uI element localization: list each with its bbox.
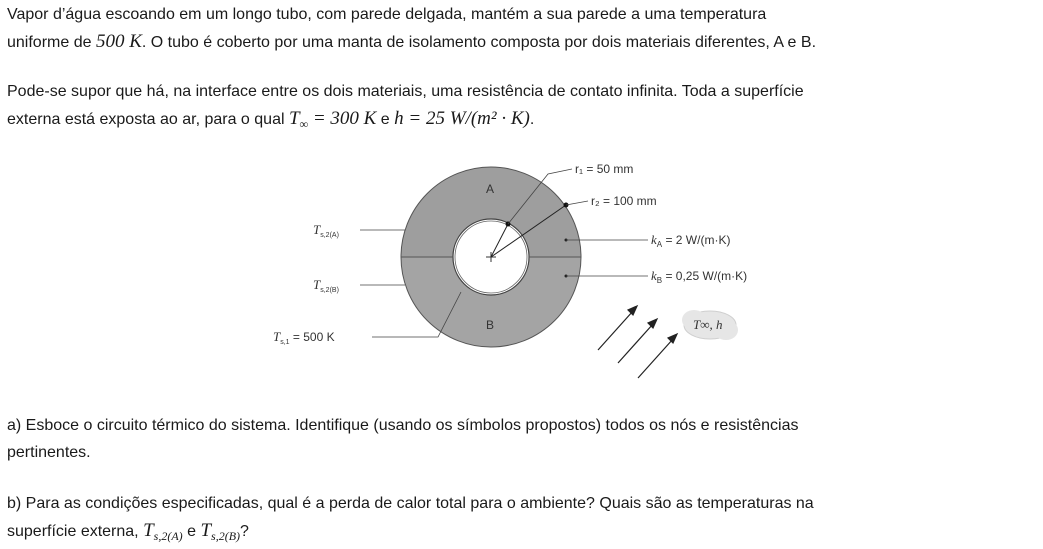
math-t-inf: T	[288, 108, 300, 129]
question-a-line-2	[7, 440, 91, 465]
ts2a-sym: T	[313, 222, 321, 237]
kb-val: = 0,25 W/(m·K)	[662, 269, 748, 283]
r2-leader	[566, 201, 588, 205]
math-sub: s,2(B)	[211, 529, 241, 543]
cloud-label: T∞, h	[693, 317, 723, 332]
kb-sub: B	[656, 276, 663, 285]
ts2b-sub: s,2(B)	[320, 287, 339, 294]
ts2b-label	[313, 277, 339, 294]
text: . O tubo é coberto por uma manta de isolamento composta por dois materiais diferentes, A e B.	[141, 34, 817, 51]
text: uniforme de	[7, 34, 96, 51]
math-h: h = 25 W/(m² · K)	[394, 108, 530, 129]
text: a) Esboce o circuito térmico do sistema. Identifique (usando os símbolos propostos) todos os nós e resistências	[7, 417, 799, 434]
text: Pode-se supor que há, na interface entre os dois materiais, uma resistência de contato infinita. Toda a superfície	[7, 83, 804, 100]
math-500k: 500 K	[95, 31, 142, 52]
ts1-sym: T	[273, 329, 281, 344]
ts1-label	[273, 329, 335, 346]
ts1-sub: s,1	[280, 339, 290, 346]
text: b) Para as condições especificadas, qual é a perda de calor total para o ambiente? Quais são as temperaturas na	[7, 495, 814, 512]
material-a-label: A	[486, 182, 495, 196]
ts2a-sub: s,2(A)	[320, 232, 339, 239]
arrow-head	[628, 306, 637, 315]
arrow-head	[668, 334, 677, 343]
material-b-label: B	[486, 318, 495, 332]
text: e	[182, 523, 201, 540]
airflow-arrows	[598, 306, 677, 378]
ts2b-sym: T	[313, 277, 321, 292]
math-sub: s,2(A)	[153, 529, 183, 543]
kb-label	[651, 268, 747, 285]
text: e	[376, 111, 395, 128]
ka-sub: A	[656, 240, 663, 249]
question-b-line-2	[7, 518, 249, 549]
math-300k: = 300 K	[308, 108, 377, 129]
ka-val: = 2 W/(m·K)	[662, 233, 731, 247]
ambient-cloud	[682, 310, 738, 340]
text: Vapor d’água escoando em um longo tubo, com parede delgada, mantém a sua parede a uma temperatura	[7, 6, 767, 23]
r1-label: r₁ = 50 mm	[575, 162, 634, 176]
text: pertinentes.	[7, 444, 91, 461]
arrow-line	[638, 339, 673, 378]
arrow-line	[618, 324, 653, 363]
ka-sym: k	[651, 232, 657, 247]
text: ?	[240, 523, 249, 540]
text: superfície externa,	[7, 523, 144, 540]
math-sub: ∞	[299, 117, 309, 131]
ts2a-label	[313, 222, 339, 239]
text: externa está exposta ao ar, para o qual	[7, 111, 289, 128]
arrow-line	[598, 311, 633, 350]
r2-label: r₂ = 100 mm	[591, 194, 657, 208]
ts1-val: = 500 K	[289, 330, 335, 344]
math-ts2b: T	[200, 520, 212, 541]
kb-sym: k	[651, 268, 657, 283]
text: .	[529, 111, 535, 128]
ka-label	[651, 232, 730, 249]
arrow-head	[648, 319, 657, 328]
math-ts2a: T	[143, 520, 154, 541]
question-b-line-1	[7, 491, 814, 516]
question-a-line-1	[7, 413, 799, 438]
